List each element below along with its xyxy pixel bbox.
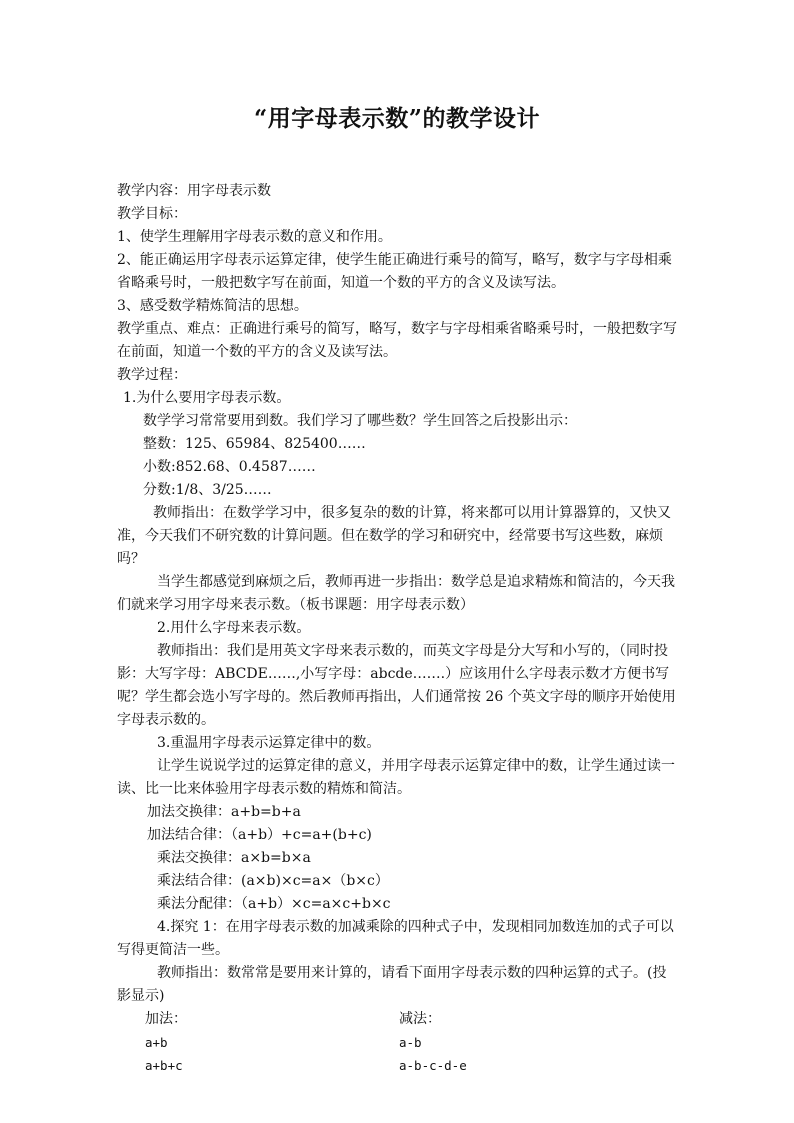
integers-example: 整数：125、65984、825400…… <box>143 436 366 452</box>
step-2-heading: 2.用什么字母来表示数。 <box>157 620 311 636</box>
teacher-note-4: 教师指出：数常常是要用来计算的，请看下面用字母表示数的四种运算的式子。(投影显示) <box>117 965 667 1004</box>
teacher-note-3: 教师指出：我们是用英文字母来表示数的，而英文字母是分大写和小写的，（同时投影：大写字母：ABCDE……,小写字母：abcde…….）应该用什么字母表示数才方便书写呢？学生都会选小写字母的。然后教师再指出，人们通常按 26 个英文字母的顺序开始使用字母表示数的。 <box>117 643 676 728</box>
step-3-text: 让学生说说学过的运算定律的意义，并用字母表示运算定律中的数，让学生通过读一读、比一比来体验用字母表示数的精炼和简洁。 <box>117 758 675 797</box>
step-4-heading: 4.探究 1：在用字母表示数的加减乘除的四种式子中，发现相同加数连加的式子可以写得更简洁一些。 <box>117 919 674 958</box>
addition-heading: 加法： <box>145 1011 187 1027</box>
step-1-text: 数学学习常常要用到数。我们学习了哪些数？学生回答之后投影出示： <box>143 413 577 429</box>
process-heading: 教学过程： <box>117 367 187 383</box>
goals-heading: 教学目标： <box>117 206 187 222</box>
step-1-heading: 1.为什么要用字母表示数。 <box>123 390 291 406</box>
expression-table-row <box>117 1031 677 1054</box>
fractions-example: 分数:1/8、3/25…… <box>143 482 272 498</box>
law-multiplication-distributive: 乘法分配律：（a+b）×c=a×c+b×c <box>157 896 391 912</box>
expression-table-heading-row <box>117 1008 677 1031</box>
addition-expression: a+b <box>145 1035 168 1050</box>
teacher-note-1: 教师指出：在数学学习中，很多复杂的数的计算，将来都可以用计算器算的，又快又准，今天我们不研究数的计算问题。但在数学的学习和研究中，经常要书写这些数，麻烦吗？ <box>117 505 671 567</box>
law-multiplication-commutative: 乘法交换律：a×b=b×a <box>157 850 311 866</box>
teacher-note-2: 当学生都感觉到麻烦之后，教师再进一步指出：数学总是追求精炼和简洁的，今天我们就来学习用字母来表示数。（板书课题：用字母表示数） <box>117 574 675 613</box>
law-addition-associative: 加法结合律：（a+b）+c=a+(b+c) <box>147 827 372 843</box>
key-points: 教学重点、难点：正确进行乘号的简写，略写，数字与字母相乘省略乘号时，一般把数字写在前面，知道一个数的平方的含义及读写法。 <box>117 321 677 360</box>
goal-3: 3、感受数学精炼简洁的思想。 <box>117 298 308 314</box>
subtraction-expression: a-b <box>399 1035 422 1050</box>
page-title: “用字母表示数”的教学设计 <box>254 105 540 132</box>
expression-table-row <box>117 1054 677 1077</box>
teaching-content: 教学内容：用字母表示数 <box>117 183 271 199</box>
step-3-heading: 3.重温用字母表示运算定律中的数。 <box>157 735 381 751</box>
subtraction-heading: 减法： <box>399 1011 441 1027</box>
law-multiplication-associative: 乘法结合律：(a×b)×c=a×（b×c） <box>157 873 389 889</box>
document-body <box>117 180 677 1077</box>
law-addition-commutative: 加法交换律：a+b=b+a <box>147 804 301 820</box>
addition-expression: a+b+c <box>145 1058 183 1073</box>
goal-1: 1、使学生理解用字母表示数的意义和作用。 <box>117 229 392 245</box>
goal-2: 2、能正确运用字母表示运算定律，使学生能正确进行乘号的简写，略写，数字与字母相乘省略乘号时，一般把数字写在前面，知道一个数的平方的含义及读写法。 <box>117 252 672 291</box>
subtraction-expression: a-b-c-d-e <box>399 1058 467 1073</box>
decimals-example: 小数:852.68、0.4587…… <box>143 459 316 475</box>
